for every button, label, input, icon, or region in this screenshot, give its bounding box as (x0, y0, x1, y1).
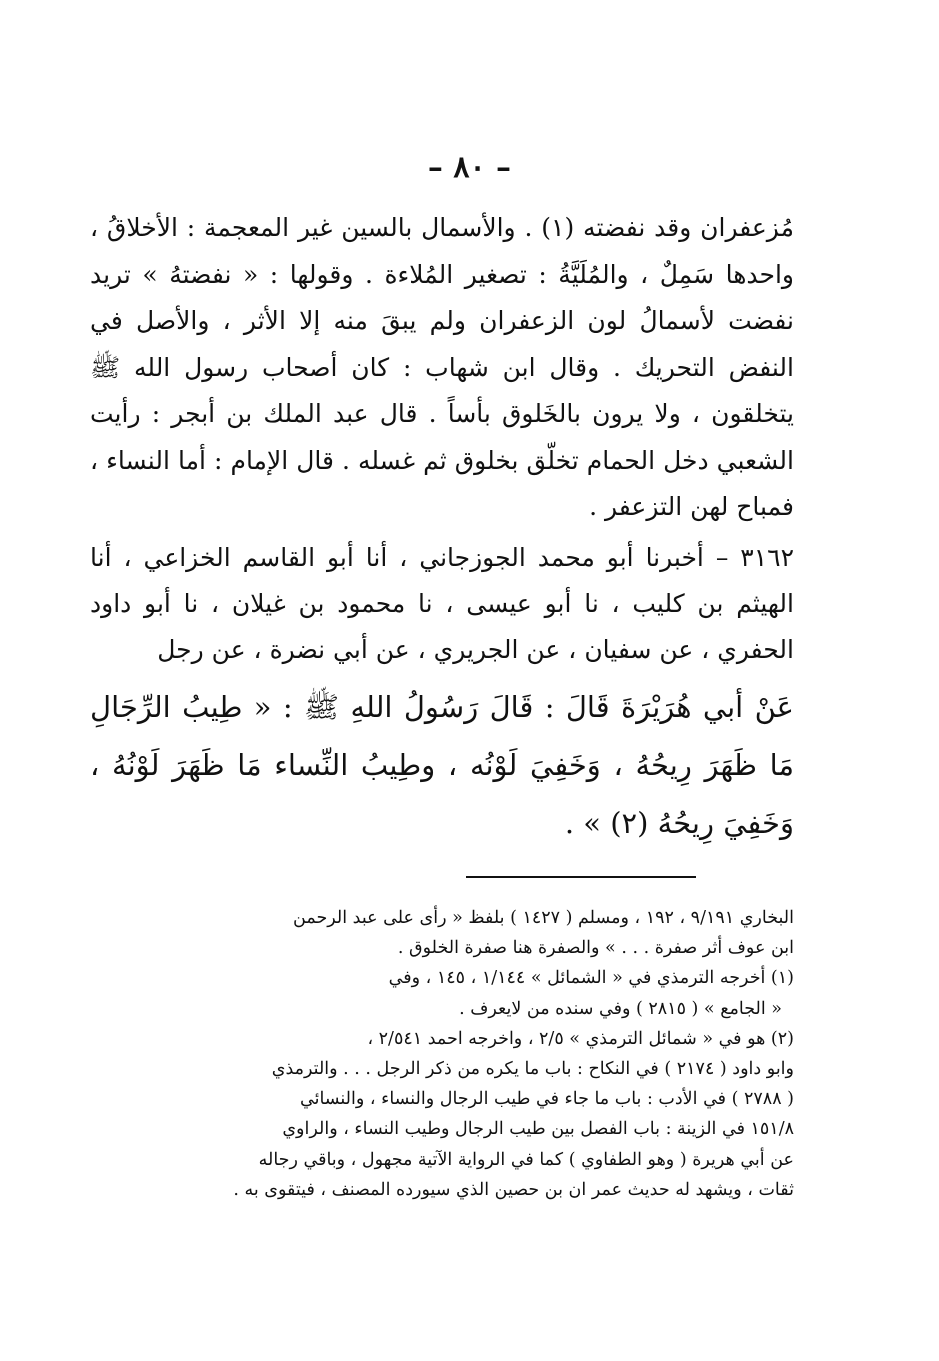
footnote-line: ١٥١/٨ في الزينة : باب الفصل بين طيب الرجال وطيب النساء ، والراوي (282, 1119, 794, 1140)
footnote-line: (١) أخرجه الترمذي في « الشمائل » ١/١٤٤ ، ١٤٥ ، وفي (388, 968, 794, 989)
footnotes (90, 903, 794, 1205)
footnote-line: ابن عوف أثر صفرة . . . » والصفرة هنا صفرة الخلوق . (397, 938, 794, 959)
hadith-text-paragraph: عَنْ أبي هُرَيْرَةَ قَالَ : قَالَ رَسُولُ اللهِ ﷺ : « طِيبُ الرِّجَالِ مَا ظَهَرَ رِيحُهُ ، وَخَفِيَ لَوْنُه ، وطِيبُ النِّساء مَا ظَهَرَ لَوْنُهُ ، وَخَفِيَ رِيحُهُ (٢) » . (90, 690, 794, 840)
commentary-paragraph: مُزعفران وقد نفضته (١) . والأسمال بالسين غير المعجمة : الأخلاقُ ، واحدها سَمِلٌ ، والمُلَيَّةُ : تصغير المُلاءة . وقولها : « نفضتهُ » تريد نفضت لأسمالُ لون الزعفران ولم يبقَ منه إلا الأثر ، والأصل في النفض التحريك . وقال ابن شهاب : كان أصحاب رسول الله ﷺ يتخلقون ، ولا يرون بالخَلوق بأساً . قال عبد الملك بن أبجر : رأيت الشعبي دخل الحمام تخلّق بخلوق ثم غسله . قال الإمام : أما النساء ، فمباح لهن التزعفر . (90, 213, 794, 521)
footnote-line: ( ٢٧٨٨ ) في الأدب : باب ما جاء في طيب الرجال والنساء ، والنسائي (300, 1089, 794, 1110)
footnote-line: البخاري ٩/١٩١ ، ١٩٢ ، ومسلم ( ١٤٢٧ ) بلفظ « رأى على عبد الرحمن (293, 908, 794, 928)
hadith-chain-paragraph: ٣١٦٢ – أخبرنا أبو محمد الجوزجاني ، أنا أبو القاسم الخزاعي ، أنا الهيثم بن كليب ، نا أبو عيسى ، نا محمود بن غيلان ، نا أبو داود الحفري ، عن سفيان ، عن الجريري ، عن أبي نضرة ، عن رجل (90, 543, 795, 664)
page-number: – ٨٠ – (427, 150, 512, 185)
footnote-line: عن أبي هريرة ( وهو الطفاوي ) كما في الرواية الآتية مجهول ، وباقي رجاله (258, 1149, 794, 1170)
footnote-line: وابو داود ( ٢١٧٤ ) في النكاح : باب ما يكره من ذكر الرجل . . . والترمذي (271, 1059, 794, 1080)
footnote-divider (466, 876, 696, 878)
footnote-line: « الجامع » ( ٢٨١٥ ) وفي سنده من لايعرف . (459, 998, 782, 1019)
footnote-line: (٢) هو في « شمائل الترمذي » ٢/٥ ، واخرجه احمد ٢/٥٤١ ، (367, 1028, 794, 1049)
footnote-line: ثقات ، ويشهد له حديث عمر ان بن حصين الذي سيورده المصنف ، فيتقوى به . (233, 1179, 794, 1200)
